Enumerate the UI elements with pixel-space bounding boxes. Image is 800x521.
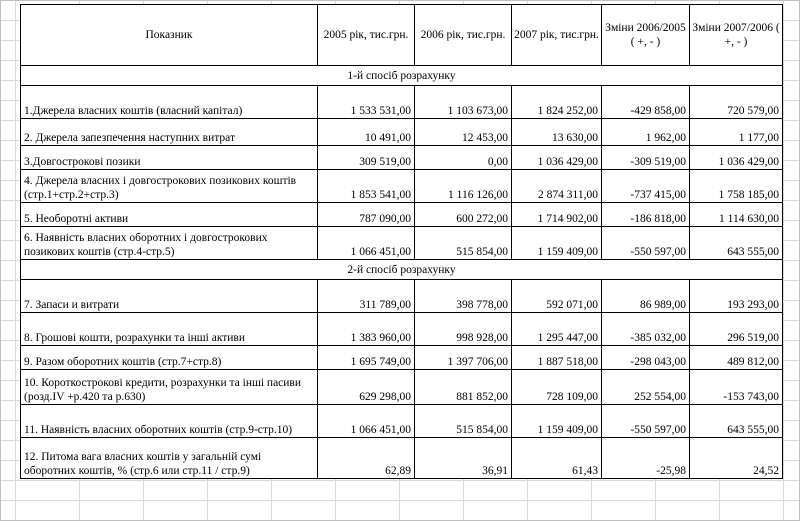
row-label: 3.Довгострокові позики (21, 146, 318, 170)
value-2006-cell: 0,00 (415, 146, 512, 170)
change-2006-2005-cell: -186 818,00 (602, 203, 690, 227)
change-2007-2006-cell: 1 758 185,00 (690, 170, 783, 203)
value-2005-cell: 787 090,00 (318, 203, 415, 227)
value-2007-cell: 13 630,00 (512, 119, 602, 146)
header-indicator: Показник (21, 5, 318, 66)
row-label: 9. Разом оборотних коштів (стр.7+стр.8) (21, 346, 318, 370)
change-2007-2006-cell: 1 036 429,00 (690, 146, 783, 170)
value-2007-cell: 592 071,00 (512, 280, 602, 313)
change-2006-2005-cell: -737 415,00 (602, 170, 690, 203)
change-2007-2006-cell: 1 177,00 (690, 119, 783, 146)
header-2006: 2006 рік, тис.грн. (415, 5, 512, 66)
value-2007-cell: 1 887 518,00 (512, 346, 602, 370)
value-2005-cell: 311 789,00 (318, 280, 415, 313)
section-2-title: 2-й спосіб розрахунку (21, 260, 783, 280)
table-row (21, 405, 783, 438)
value-2006-cell: 515 854,00 (415, 227, 512, 260)
value-2007-cell: 2 874 311,00 (512, 170, 602, 203)
value-2007-cell: 1 714 902,00 (512, 203, 602, 227)
table-row (21, 86, 783, 119)
value-2007-cell: 61,43 (512, 438, 602, 479)
value-2005-cell: 309 519,00 (318, 146, 415, 170)
value-2006-cell: 600 272,00 (415, 203, 512, 227)
change-2006-2005-cell: 1 962,00 (602, 119, 690, 146)
row-label: 7. Запаси и витрати (21, 280, 318, 313)
value-2005-cell: 62,89 (318, 438, 415, 479)
section-1-rows (21, 86, 783, 260)
value-2006-cell: 1 397 706,00 (415, 346, 512, 370)
change-2006-2005-cell: -309 519,00 (602, 146, 690, 170)
change-2007-2006-cell: 24,52 (690, 438, 783, 479)
value-2007-cell: 1 159 409,00 (512, 227, 602, 260)
section-2-row (21, 260, 783, 280)
table-row (21, 346, 783, 370)
change-2007-2006-cell: 720 579,00 (690, 86, 783, 119)
value-2006-cell: 881 852,00 (415, 370, 512, 405)
row-label: 12. Питома вага власних коштів у загальній сумі оборотних коштів, % (стр.6 или стр.11 / стр.9) (21, 438, 318, 479)
header-2005: 2005 рік, тис.грн. (318, 5, 415, 66)
section-2-rows (21, 280, 783, 479)
change-2007-2006-cell: 296 519,00 (690, 313, 783, 346)
table-row (21, 438, 783, 479)
table-row (21, 119, 783, 146)
table-row (21, 370, 783, 405)
change-2006-2005-cell: 86 989,00 (602, 280, 690, 313)
value-2006-cell: 515 854,00 (415, 405, 512, 438)
value-2006-cell: 12 453,00 (415, 119, 512, 146)
value-2005-cell: 10 491,00 (318, 119, 415, 146)
change-2006-2005-cell: -550 597,00 (602, 227, 690, 260)
change-2006-2005-cell: 252 554,00 (602, 370, 690, 405)
value-2007-cell: 1 824 252,00 (512, 86, 602, 119)
row-label: 6. Наявність власних оборотних і довгострокових позикових коштів (стр.4-стр.5) (21, 227, 318, 260)
row-label: 11. Наявність власних оборотних коштів (стр.9-стр.10) (21, 405, 318, 438)
value-2007-cell: 728 109,00 (512, 370, 602, 405)
value-2006-cell: 1 116 126,00 (415, 170, 512, 203)
value-2007-cell: 1 159 409,00 (512, 405, 602, 438)
value-2006-cell: 36,91 (415, 438, 512, 479)
value-2005-cell: 1 066 451,00 (318, 405, 415, 438)
header-change-2007-2006: Зміни 2007/2006 ( +, - ) (690, 5, 783, 66)
change-2007-2006-cell: 1 114 630,00 (690, 203, 783, 227)
row-label: 10. Короткострокові кредити, розрахунки та інші пасиви (розд.IV +р.420 та р.630) (21, 370, 318, 405)
header-change-2006-2005: Зміни 2006/2005 ( +, - ) (602, 5, 690, 66)
value-2006-cell: 998 928,00 (415, 313, 512, 346)
row-label: 4. Джерела власних і довгострокових позикових коштів (стр.1+стр.2+стр.3) (21, 170, 318, 203)
change-2006-2005-cell: -298 043,00 (602, 346, 690, 370)
value-2007-cell: 1 295 447,00 (512, 313, 602, 346)
section-1-title: 1-й спосіб розрахунку (21, 66, 783, 86)
row-label: 5. Необоротні активи (21, 203, 318, 227)
table-row (21, 170, 783, 203)
section-1-body (21, 66, 783, 86)
value-2005-cell: 1 383 960,00 (318, 313, 415, 346)
row-label: 8. Грошові кошти, розрахунки та інші активи (21, 313, 318, 346)
value-2006-cell: 398 778,00 (415, 280, 512, 313)
value-2005-cell: 1 066 451,00 (318, 227, 415, 260)
change-2006-2005-cell: -385 032,00 (602, 313, 690, 346)
table-row (21, 203, 783, 227)
table-row (21, 146, 783, 170)
row-label: 1.Джерела власних коштів (власний капітал) (21, 86, 318, 119)
change-2007-2006-cell: 643 555,00 (690, 405, 783, 438)
header-2007: 2007 рік, тис.грн. (512, 5, 602, 66)
change-2007-2006-cell: 193 293,00 (690, 280, 783, 313)
change-2006-2005-cell: -25,98 (602, 438, 690, 479)
change-2007-2006-cell: -153 743,00 (690, 370, 783, 405)
table-row (21, 227, 783, 260)
value-2006-cell: 1 103 673,00 (415, 86, 512, 119)
table-row (21, 313, 783, 346)
table-row (21, 280, 783, 313)
value-2005-cell: 1 853 541,00 (318, 170, 415, 203)
change-2006-2005-cell: -550 597,00 (602, 405, 690, 438)
change-2007-2006-cell: 489 812,00 (690, 346, 783, 370)
change-2006-2005-cell: -429 858,00 (602, 86, 690, 119)
row-label: 2. Джерела запезпечення наступних витрат (21, 119, 318, 146)
change-2007-2006-cell: 643 555,00 (690, 227, 783, 260)
financial-indicators-table (20, 4, 783, 479)
section-2-body (21, 260, 783, 280)
value-2005-cell: 629 298,00 (318, 370, 415, 405)
value-2005-cell: 1 695 749,00 (318, 346, 415, 370)
value-2007-cell: 1 036 429,00 (512, 146, 602, 170)
value-2005-cell: 1 533 531,00 (318, 86, 415, 119)
header-row (21, 5, 783, 66)
section-1-row (21, 66, 783, 86)
